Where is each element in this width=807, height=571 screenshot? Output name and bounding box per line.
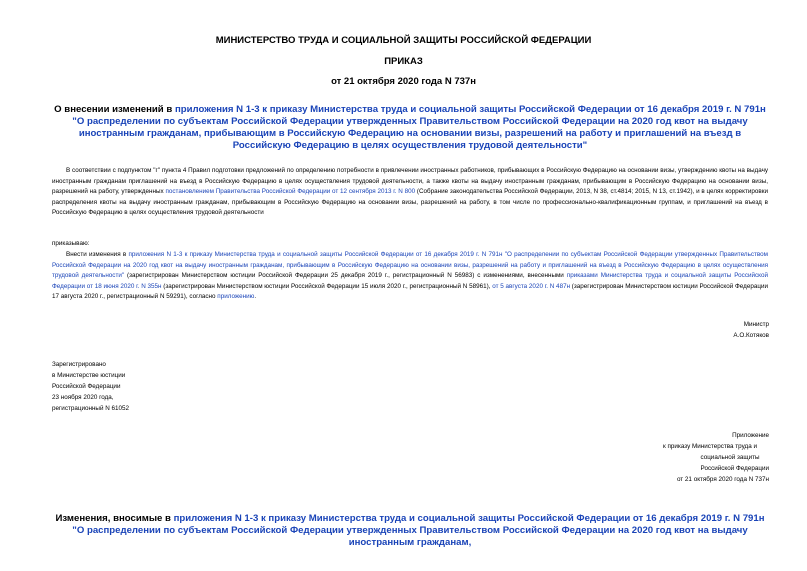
order-link-august[interactable]: от 5 августа 2020 г. N 487н xyxy=(492,282,571,290)
appendix-note-line: к приказу Министерства труда и xyxy=(663,443,757,450)
preamble-link[interactable]: постановлением Правительства Российской Федерации от 12 сентября 2013 г. N 800 xyxy=(165,188,416,195)
title-prefix: О внесении изменений в xyxy=(54,104,175,115)
registration-line: в Министерстве юстиции xyxy=(52,372,126,379)
order-link-orders[interactable]: приказами Министерства труда и социальной защиты Российской Федерации от 18 июня 2020 г. N 355н xyxy=(52,272,769,290)
changes-title xyxy=(50,513,770,549)
order-link-appendix[interactable]: приложению xyxy=(217,293,255,300)
ministry-heading: МИНИСТЕРСТВО ТРУДА И СОЦИАЛЬНОЙ ЗАЩИТЫ РОССИЙСКОЙ ФЕДЕРАЦИИ xyxy=(215,35,592,46)
registration-line: Зарегистрировано xyxy=(52,361,106,368)
preamble-text-1: В соответствии с подпунктом "г" пункта 4 Правил подготовки предложений по определению потребности в привлечении иностранных работников, прибывающих в Российскую Федерацию на основании визы, утверждению квоты на выдачу иностранным гражданам приглашений на въезд в Российскую Федерацию в целях осуществления трудовой деятельности, а также квоты на выдачу иностранным гражданам, прибывающим в Российскую Федерацию на основании визы, разрешений на работу, утвержденных xyxy=(52,167,768,195)
doc-date-heading: от 21 октября 2020 года N 737н xyxy=(331,76,476,87)
order-paragraph xyxy=(52,250,768,303)
preamble-text-2: (Собрание законодательства Российской Федерации, 2013, N 38, ст.4814; 2015, N 13, ст.1942), и в целях корректировки распределения квоты на выдачу иностранным гражданам, прибывающим в Российскую Федерацию на основании визы, разрешений на работу, в том числе по профессионально-квалификационным группам, и приглашений на въезд в Российскую Федерацию в целях осуществления трудовой деятельности xyxy=(52,188,768,216)
title-link[interactable]: приложения N 1-3 к приказу Министерства труда и социальной защиты Российской Федерации от 16 декабря 2019 г. N 791н "О распределении по субъектам Российской Федерации утвержденных Правительством Российской Федерации на 2020 год квот на выдачу иностранным гражданам, прибывающим в Российскую Федерацию на основании визы, разрешений на работу и приглашений на въезд в Российскую Федерацию в целях осуществления трудовой деятельности" xyxy=(72,104,766,151)
order-word: приказываю: xyxy=(52,240,90,247)
appendix-note-line: от 21 октября 2020 года N 737н xyxy=(676,476,769,483)
appendix-note-line: социальной защиты xyxy=(700,454,760,461)
order-text-3: (зарегистрирован Министерством юстиции Российской Федерации 15 июля 2020 г., регистрационный N 58961), xyxy=(161,282,493,290)
doc-type-heading: ПРИКАЗ xyxy=(384,56,423,67)
changes-title-prefix: Изменения, вносимые в xyxy=(55,513,174,524)
appendix-note-line: Приложение xyxy=(732,432,769,439)
appendix-note-line: Российской Федерации xyxy=(700,465,769,472)
order-text-4: (зарегистрирован Министерством юстиции Российской Федерации 17 августа 2020 г., регистрационный N 59291), согласно xyxy=(52,282,768,300)
changes-title-link[interactable]: приложения N 1-3 к приказу Министерства труда и социальной защиты Российской Федерации от 16 декабря 2019 г. N 791н "О распределении по субъектам Российской Федерации утвержденных Правительством Российской Федерации на 2020 год квот на выдачу иностранным гражданам, xyxy=(72,513,765,548)
order-link-appendices[interactable]: приложения N 1-3 к приказу Министерства труда и социальной защиты Российской Федерации от 16 декабря 2019 г. N 791н "О распределении по субъектам Российской Федерации утвержденных Правительством Российской Федерации на 2020 год квот на выдачу иностранным гражданам, прибывающим в Российскую Федерацию на основании визы, разрешений на работу и приглашений на въезд в Российскую Федерацию в целях осуществления трудовой деятельности" xyxy=(52,251,768,279)
preamble-paragraph xyxy=(52,166,768,219)
document-title xyxy=(50,104,770,152)
signature-role: Министр xyxy=(743,321,769,328)
order-text-5: . xyxy=(254,293,257,300)
order-text-1: Внести изменения в xyxy=(66,251,129,258)
registration-line: регистрационный N 61052 xyxy=(52,405,130,412)
registration-line: Российской Федерации xyxy=(52,383,121,390)
order-text-2: (зарегистрирован Министерством юстиции Российской Федерации 25 декабря 2019 г., регистрационный N 56983) с изменениями, внесенными xyxy=(124,272,567,279)
signature-name: А.О.Котяков xyxy=(733,332,769,339)
registration-line: 23 ноября 2020 года, xyxy=(52,394,114,401)
